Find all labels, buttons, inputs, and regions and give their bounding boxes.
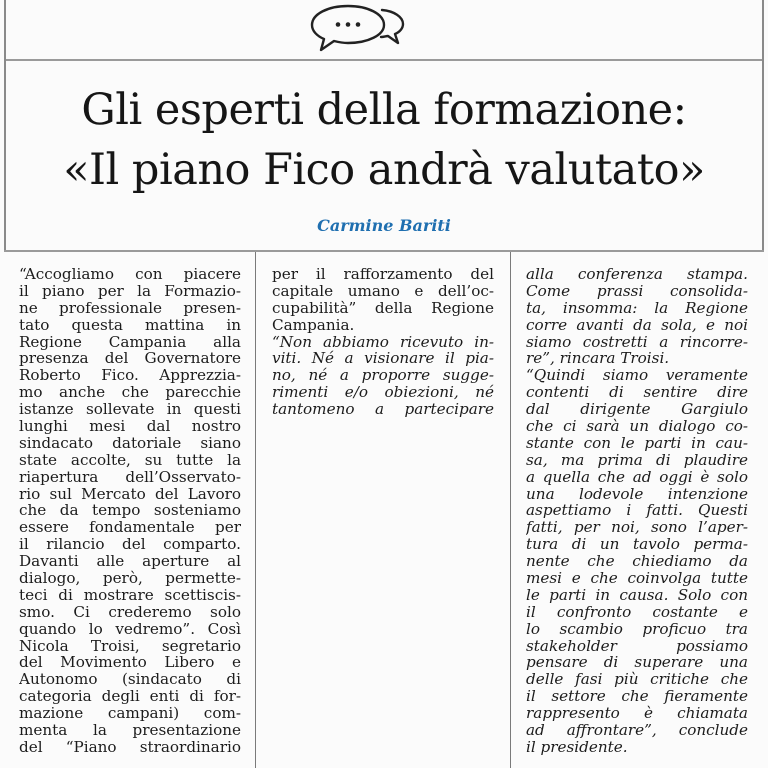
article-line: viti. Né a visionare il pia- [272, 349, 494, 368]
article-line: mesi e che coinvolga tutte [526, 569, 748, 588]
article-line: tura di un tavolo perma- [526, 535, 748, 554]
headline-line-1: Gli esperti della formazione: [81, 85, 687, 135]
article-line: che da tempo sosteniamo [19, 501, 241, 520]
article-line: corre avanti da sola, e noi [526, 315, 748, 334]
article-line: “Accogliamo con piacere [19, 266, 241, 283]
column-separator [510, 252, 511, 768]
headline-divider [4, 250, 764, 252]
article-line: Roberto Fico. Apprezzia- [19, 366, 241, 385]
speech-bubbles-icon [304, 0, 408, 54]
article-line: siamo costretti a rincorre- [526, 332, 748, 351]
article-line: Regione Campania alla [19, 332, 241, 351]
article-line: stante con le parti in cau- [526, 433, 748, 452]
article-line: nente che chiediamo da [526, 552, 748, 571]
article-line: menta la presentazione [19, 721, 241, 740]
article-column-3 [526, 266, 748, 768]
article-line: smo. Ci crederemo solo [19, 602, 241, 621]
article-line: per il rafforzamento del [272, 266, 494, 283]
article-line: il settore che fieramente [526, 687, 748, 706]
article-line: no, né a proporre sugge- [272, 366, 494, 385]
article-line: le parti in causa. Solo con [526, 585, 748, 604]
article-line: teci di mostrare scettiscis- [19, 585, 241, 604]
article-line: rimenti e/o obiezioni, né [272, 383, 494, 402]
article-line: Campania. [272, 315, 355, 334]
article-line: tantomeno a partecipare [272, 400, 494, 419]
article-line: cupabilità” della Regione [272, 298, 494, 317]
article-line: riapertura dell’Osservato- [19, 467, 241, 486]
article-line: ne professionale presen- [19, 298, 241, 317]
article-line: una lodevole intenzione [526, 484, 748, 503]
article-line: del Movimento Libero e [19, 653, 241, 672]
article-line: il rilancio del comparto. [19, 535, 241, 554]
article-line: Come prassi consolida- [526, 281, 748, 300]
top-divider [4, 59, 764, 61]
article-line: delle fasi più critiche che [526, 670, 748, 689]
article-column-2 [272, 266, 494, 768]
article-line: lo scambio proficuo tra [526, 619, 748, 638]
article-line: del “Piano straordinario [19, 737, 241, 756]
article-line: rappresento è chiamata [526, 704, 748, 723]
article-line: sa, ma prima di plaudire [526, 450, 748, 469]
article-column-1 [19, 266, 241, 768]
article-line: sindacato datoriale siano [19, 433, 241, 452]
article-line: lunghi mesi dal nostro [19, 417, 241, 436]
article-line: il piano per la Formazio- [19, 281, 241, 300]
article-line: fatti, per noi, sono l’aper- [526, 518, 748, 537]
byline: Carmine Bariti [317, 216, 451, 235]
article-line: rio sul Mercato del Lavoro [19, 484, 241, 503]
article-line: che ci sarà un dialogo co- [526, 417, 748, 436]
article-line: aspettiamo i fatti. Questi [526, 501, 748, 520]
article-line: dialogo, però, permette- [19, 569, 241, 588]
article-line: il presidente. [526, 737, 628, 756]
article-line: istanze sollevate in questi [19, 400, 241, 419]
article-line: ta, insomma: la Regione [526, 298, 748, 317]
article-line: categoria degli enti di for- [19, 687, 241, 706]
article-line: alla conferenza stampa. [526, 266, 748, 283]
article-line: “Quindi siamo veramente [526, 366, 748, 385]
article-line: tato questa mattina in [19, 315, 241, 334]
article-line: mo anche che parecchie [19, 383, 241, 402]
article-line: essere fondamentale per [19, 518, 241, 537]
article-line: capitale umano e dell’oc- [272, 281, 494, 300]
article-line: stakeholder possiamo [526, 636, 748, 655]
article-line: Davanti alle aperture al [19, 552, 241, 571]
article-line: “Non abbiamo ricevuto in- [272, 332, 494, 351]
article-line: contenti di sentire dire [526, 383, 748, 402]
article-line: presenza del Governatore [19, 349, 241, 368]
headline-line-2: «Il piano Fico andrà valutato» [63, 145, 705, 195]
article-line: ad affrontare”, conclude [526, 721, 748, 740]
headline [10, 80, 758, 200]
article-line: il confronto costante e [526, 602, 748, 621]
article-line: pensare di superare una [526, 653, 748, 672]
article-line: Nicola Troisi, segretario [19, 636, 241, 655]
article-line: state accolte, su tutte la [19, 450, 241, 469]
article-line: mazione campani) com- [19, 704, 241, 723]
article-line: Autonomo (sindacato di [19, 670, 241, 689]
column-separator [255, 252, 256, 768]
article-line: a quella che ad oggi è solo [526, 467, 748, 486]
article-line: dal dirigente Gargiulo [526, 400, 748, 419]
article-line: re”, rincara Troisi. [526, 349, 670, 368]
article-line: quando lo vedremo”. Così [19, 619, 241, 638]
